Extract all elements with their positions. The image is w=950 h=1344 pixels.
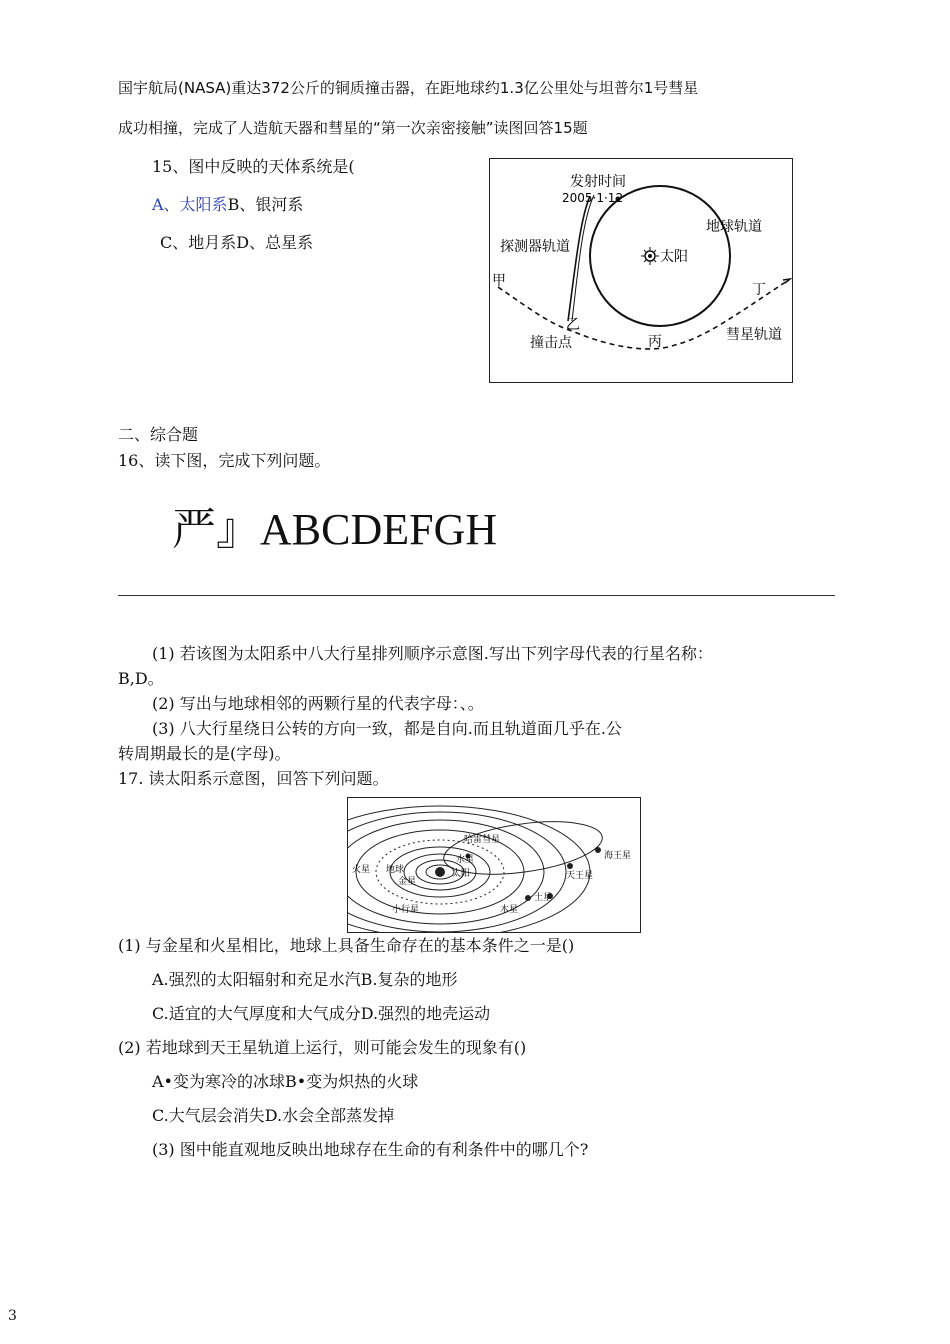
- q16-part3-a: (3) 八大行星绕日公转的方向一致，都是自向.而且轨道面几乎在.公: [152, 719, 622, 738]
- q15-options-cd: C、地月系D、总星系: [160, 233, 314, 252]
- q16-part1-a: (1) 若该图为太阳系中八大行星排列顺序示意图.写出下列字母代表的行星名称：: [152, 644, 713, 663]
- section-2-title: 二、综合题: [118, 425, 199, 444]
- q16-part1-b: B,D。: [118, 669, 164, 688]
- jupiter-label: 木星: [500, 905, 519, 915]
- q17-part2-options-ab: A•变为寒冷的冰球B•变为炽热的火球: [152, 1072, 419, 1091]
- comet-impact-diagram: [490, 159, 792, 382]
- launch-date-label: 2005·1·12: [562, 191, 624, 205]
- uranus-marker: [567, 863, 573, 869]
- earth-orbit-label: 地球轨道: [706, 219, 762, 235]
- q17-part1-options-cd: C.适宜的大气厚度和大气成分D.强烈的地壳运动: [152, 1004, 491, 1023]
- saturn-label: 土星: [534, 893, 553, 903]
- point-bing-label: 丙: [648, 334, 662, 350]
- uranus-label: 天王星: [566, 871, 594, 881]
- sun-label-17: 太阳: [452, 869, 471, 879]
- q15-option-a: A、太阳系: [152, 195, 228, 214]
- jupiter-marker: [525, 895, 531, 901]
- q17-part2: (2) 若地球到天王星轨道上运行，则可能会发生的现象有(): [118, 1038, 527, 1057]
- venus-label: 金星: [398, 877, 417, 887]
- sun-label: 太阳: [660, 249, 688, 265]
- point-jia-label: 甲: [492, 273, 506, 289]
- neptune-marker: [595, 847, 601, 853]
- neptune-label: 海王星: [604, 851, 632, 861]
- solar-system-figure: [347, 797, 641, 933]
- intro-line-1: 国宇航局(NASA)重达372公斤的铜质撞击器，在距地球约1.3亿公里处与坦普尔1号彗星: [118, 79, 699, 97]
- q16-planet-letters-graphic: 严』ABCDEFGH: [172, 505, 498, 554]
- launch-time-label: 发射时间: [570, 174, 626, 190]
- intro-line-2: 成功相撞，完成了人造航天器和彗星的“第一次亲密接触”读图回答15题: [118, 119, 588, 137]
- q15-stem: 15、图中反映的天体系统是(: [152, 157, 355, 176]
- q16-part2: (2) 写出与地球相邻的两颗行星的代表字母：、。: [152, 694, 484, 713]
- page-number: 3: [8, 1308, 17, 1324]
- impact-point-label: 撞击点: [530, 335, 572, 351]
- halley-comet-label: 哈雷彗星: [464, 835, 501, 845]
- point-yi-label: 乙: [566, 317, 580, 333]
- probe-orbit-label: 探测器轨道: [500, 239, 570, 255]
- q15-options-ab: [152, 195, 303, 215]
- q17-stem: 17. 读太阳系示意图，回答下列问题。: [118, 769, 389, 788]
- mars-label: 火星: [352, 865, 371, 875]
- q17-part1: (1) 与金星和火星相比，地球上具备生命存在的基本条件之一是(): [118, 936, 575, 955]
- q15-option-b: B、银河系: [227, 195, 304, 214]
- sun-marker: [435, 867, 445, 877]
- solar-system-diagram: [348, 798, 640, 932]
- earth-label: 地球: [386, 865, 405, 875]
- comet-orbit-label: 彗星轨道: [726, 327, 782, 343]
- comet-impact-figure: [489, 158, 793, 383]
- mercury-label: 水星: [456, 855, 475, 865]
- q16-part3-b: 转周期最长的是(字母)。: [118, 744, 291, 763]
- q16-baseline-rule: [118, 595, 835, 596]
- q17-part1-options-ab: A.强烈的太阳辐射和充足水汽B.复杂的地形: [152, 970, 458, 989]
- point-ding-label: 丁: [752, 282, 766, 298]
- q17-part2-options-cd: C.大气层会消失D.水会全部蒸发掉: [152, 1106, 395, 1125]
- q17-part3: (3) 图中能直观地反映出地球存在生命的有利条件中的哪几个?: [152, 1140, 589, 1159]
- asteroid-label: 小行星: [392, 905, 420, 915]
- q16-stem: 16、读下图，完成下列问题。: [118, 451, 331, 470]
